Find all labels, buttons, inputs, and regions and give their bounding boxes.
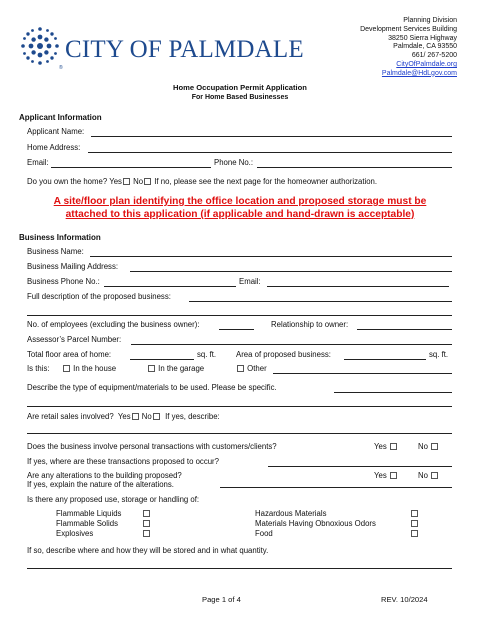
website-link[interactable]: CityOfPalmdale.org: [396, 60, 457, 68]
transactions-yes-option[interactable]: [374, 443, 398, 452]
equipment-field-line2[interactable]: [27, 406, 452, 407]
business-area-label: Area of proposed business:: [236, 350, 331, 359]
obnoxious-odors-checkbox[interactable]: [411, 520, 418, 527]
material-flammable-liquids: Flammable Liquids: [56, 509, 122, 518]
address-block: [360, 17, 457, 79]
floor-area-field[interactable]: [130, 359, 194, 360]
material-explosives: Explosives: [56, 529, 94, 538]
relationship-field[interactable]: [357, 329, 452, 330]
floor-area-unit: sq. ft.: [197, 350, 217, 359]
in-garage-label: In the garage: [158, 364, 205, 373]
address-line: 38250 Sierra Highway: [388, 34, 457, 42]
location-in-house-option[interactable]: [62, 365, 116, 374]
storage-describe-field[interactable]: [27, 568, 452, 569]
applicant-name-label: Applicant Name:: [27, 127, 85, 136]
form-title: Home Occupation Permit Application: [173, 83, 307, 92]
business-email-label: Email:: [239, 277, 261, 286]
material-food: Food: [255, 529, 273, 538]
business-name-field[interactable]: [90, 256, 452, 257]
transactions-where-field[interactable]: [268, 466, 452, 467]
registered-mark: ®: [59, 65, 63, 71]
employees-label: No. of employees (excluding the business owner):: [27, 320, 200, 329]
parcel-number-field[interactable]: [131, 344, 452, 345]
transactions-where-label: If yes, where are these transactions proposed to occur?: [27, 457, 219, 466]
page-number: Page 1 of 4: [202, 595, 241, 604]
palmdale-seal-icon: [18, 24, 62, 68]
transactions-yes-checkbox[interactable]: [390, 443, 397, 450]
business-email-field[interactable]: [267, 286, 449, 287]
employees-field[interactable]: [219, 329, 254, 330]
in-house-checkbox[interactable]: [63, 365, 70, 372]
alterations-question: Are any alterations to the building proposed?: [27, 471, 182, 480]
other-location-field[interactable]: [273, 373, 452, 374]
site-plan-notice-line1: A site/floor plan identifying the office location and proposed storage must be: [53, 196, 427, 207]
location-in-garage-option[interactable]: [147, 365, 204, 374]
retail-if-yes-label: If yes, describe:: [165, 412, 220, 421]
alterations-yes-checkbox[interactable]: [390, 472, 397, 479]
retail-describe-field[interactable]: [27, 433, 452, 434]
business-mailing-field[interactable]: [130, 271, 452, 272]
flammable-liquids-checkbox[interactable]: [143, 510, 150, 517]
other-label: Other: [247, 364, 267, 373]
business-area-unit: sq. ft.: [429, 350, 449, 359]
address-line: Development Services Building: [360, 25, 457, 33]
logo-wordmark: CITY OF PALMDALE: [65, 36, 304, 63]
business-area-field[interactable]: [344, 359, 426, 360]
retail-no-label: No: [141, 412, 152, 421]
storage-question: Is there any proposed use, storage or handling of:: [27, 495, 200, 504]
explosives-checkbox[interactable]: [143, 530, 150, 537]
material-flammable-solids: Flammable Solids: [56, 519, 118, 528]
home-address-label: Home Address:: [27, 143, 81, 152]
address-line: Planning Division: [403, 17, 457, 24]
retail-question: Are retail sales involved?: [27, 412, 114, 421]
address-line: Palmdale, CA 93550: [393, 43, 457, 51]
transactions-yes-label: Yes: [374, 442, 387, 451]
business-phone-label: Business Phone No.:: [27, 277, 100, 286]
own-home-yes-checkbox[interactable]: [123, 178, 130, 185]
equipment-field[interactable]: [334, 392, 452, 393]
hazardous-checkbox[interactable]: [411, 510, 418, 517]
retail-yes-checkbox[interactable]: [132, 413, 139, 420]
material-obnoxious-odors: Materials Having Obnoxious Odors: [255, 519, 376, 528]
alterations-no-label: No: [418, 471, 428, 480]
business-phone-field[interactable]: [104, 286, 236, 287]
alterations-explain-label: If yes, explain the nature of the alterations.: [27, 480, 174, 489]
city-logo: [18, 24, 304, 80]
address-line: 661/ 267-5200: [411, 52, 457, 60]
applicant-heading: Applicant Information: [19, 113, 102, 122]
material-hazardous: Hazardous Materials: [255, 509, 327, 518]
own-home-no-checkbox[interactable]: [144, 178, 151, 185]
phone-label: Phone No.:: [214, 158, 254, 167]
alterations-yes-label: Yes: [374, 471, 387, 480]
business-name-label: Business Name:: [27, 247, 84, 256]
in-house-label: In the house: [73, 364, 117, 373]
email-link[interactable]: Palmdale@HdLgov.com: [381, 69, 457, 77]
is-this-label: Is this:: [27, 364, 50, 373]
home-address-field[interactable]: [88, 152, 452, 153]
alterations-no-option[interactable]: [418, 472, 439, 481]
email-field[interactable]: [51, 167, 211, 168]
transactions-no-checkbox[interactable]: [431, 443, 438, 450]
alterations-no-checkbox[interactable]: [431, 472, 438, 479]
alterations-explain-field[interactable]: [220, 487, 452, 488]
own-home-question: Do you own the home?: [27, 177, 108, 186]
email-label: Email:: [27, 158, 49, 167]
revision-date: REV. 10/2024: [381, 595, 428, 604]
own-home-row: [27, 178, 377, 187]
transactions-question: Does the business involve personal transactions with customers/clients?: [27, 442, 277, 451]
form-subtitle: For Home Based Businesses: [191, 94, 289, 101]
applicant-name-field[interactable]: [91, 136, 452, 137]
transactions-no-label: No: [418, 442, 428, 451]
retail-no-checkbox[interactable]: [153, 413, 160, 420]
equipment-label: Describe the type of equipment/materials to be used. Please be specific.: [27, 383, 277, 392]
business-description-label: Full description of the proposed business:: [27, 292, 171, 301]
phone-field[interactable]: [257, 167, 452, 168]
parcel-number-label: Assessor’s Parcel Number:: [27, 335, 122, 344]
own-home-yes-label: Yes: [109, 177, 122, 186]
food-checkbox[interactable]: [411, 530, 418, 537]
business-heading: Business Information: [19, 233, 101, 242]
retail-row: [27, 413, 220, 422]
in-garage-checkbox[interactable]: [148, 365, 155, 372]
alterations-yes-option[interactable]: [374, 472, 398, 481]
floor-area-label: Total floor area of home:: [27, 350, 112, 359]
site-plan-notice-line2: attached to this application (if applicable and hand-drawn is acceptable): [65, 209, 415, 220]
location-other-option[interactable]: [236, 365, 267, 374]
business-description-field-line2[interactable]: [27, 315, 452, 316]
other-checkbox[interactable]: [237, 365, 244, 372]
business-description-field[interactable]: [189, 301, 452, 302]
own-home-note: If no, please see the next page for the homeowner authorization.: [154, 177, 378, 186]
storage-describe-label: If so, describe where and how they will be stored and in what quantity.: [27, 546, 269, 555]
transactions-no-option[interactable]: [418, 443, 439, 452]
flammable-solids-checkbox[interactable]: [143, 520, 150, 527]
retail-yes-label: Yes: [117, 412, 131, 421]
own-home-no-label: No: [133, 177, 144, 186]
relationship-label: Relationship to owner:: [271, 320, 349, 329]
business-mailing-label: Business Mailing Address:: [27, 262, 119, 271]
